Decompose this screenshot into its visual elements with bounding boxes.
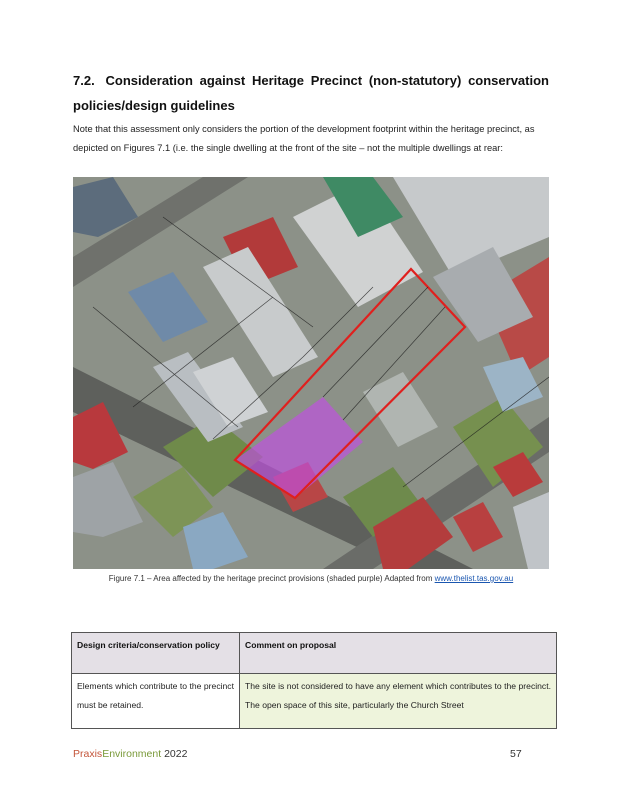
thelist-link[interactable]: www.thelist.tas.gov.au: [434, 574, 514, 583]
aerial-map-figure: [73, 177, 549, 569]
section-title: Consideration against Heritage Precinct (non-statutory) conservation policies/design guidelines: [73, 73, 549, 113]
footer-year: 2022: [164, 748, 188, 760]
caption-text: Figure 7.1 – Area affected by the heritage precinct provisions (shaded purple) Adapted from: [108, 574, 435, 583]
table-row: [72, 674, 557, 729]
section-heading: [73, 68, 549, 118]
comment-cell: The site is not considered to have any element which contributes to the precinct. The open space of this site, particularly the Church Street: [240, 674, 557, 729]
figure-caption: [73, 574, 549, 583]
aerial-map: [73, 177, 549, 569]
section-number: 7.2.: [73, 73, 95, 88]
table-header-row: [72, 633, 557, 674]
criteria-cell: Elements which contribute to the precinct must be retained.: [72, 674, 240, 729]
brand-environment: Environment: [102, 748, 162, 760]
header-comment: Comment on proposal: [240, 633, 557, 674]
page-number: 57: [510, 748, 522, 760]
intro-paragraph: Note that this assessment only considers the portion of the development footprint within the heritage precinct, as depicted on Figures 7.1 (i.e. the single dwelling at the front of the site – not the multiple dwellings at rear:: [73, 124, 535, 153]
footer-brand: [73, 748, 187, 760]
design-criteria-table: [71, 632, 557, 729]
brand-praxis: Praxis: [73, 748, 103, 760]
header-design-criteria: Design criteria/conservation policy: [72, 633, 240, 674]
